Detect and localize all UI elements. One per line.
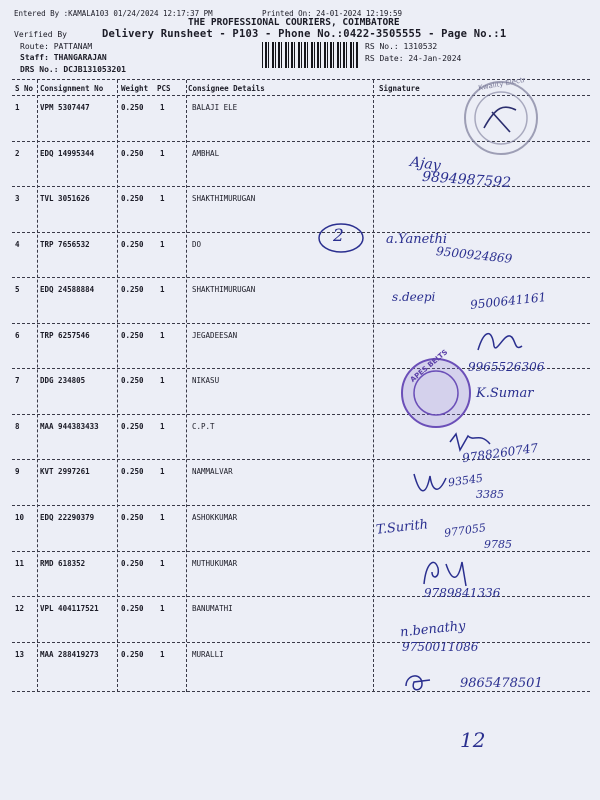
row-consignee: BANUMATHI xyxy=(192,604,233,613)
row-sno: 7 xyxy=(15,376,20,385)
row-consignment: KVT 2997261 xyxy=(40,467,90,476)
signature-row5-name: s.deepi xyxy=(392,290,436,304)
row-consignment: EDQ 24588884 xyxy=(40,285,95,294)
signature-row5-phone: 9500641161 xyxy=(469,290,547,312)
handwritten-page-number: 12 xyxy=(460,728,486,752)
row-weight: 0.250 xyxy=(121,240,144,249)
row-consignment: MAA 288419273 xyxy=(40,650,99,659)
barcode-image xyxy=(262,42,358,68)
row-weight: 0.250 xyxy=(121,331,144,340)
table-row xyxy=(0,559,600,579)
row-consignee: MUTHUKUMAR xyxy=(192,559,238,568)
table-row xyxy=(0,467,600,487)
row-weight: 0.250 xyxy=(121,194,144,203)
signature-row7-name: K.Sumar xyxy=(476,386,534,401)
row-pcs: 1 xyxy=(160,559,165,568)
table-row xyxy=(0,513,600,533)
row-sno: 8 xyxy=(15,422,20,431)
signature-row13-phone: 9865478501 xyxy=(460,676,543,691)
row-consignment: VPM 5307447 xyxy=(40,103,90,112)
signature-row12-name: n.benathy xyxy=(399,618,467,641)
row-pcs: 1 xyxy=(160,422,165,431)
drs-number: DRS No.: DCJB131053201 xyxy=(20,65,126,74)
apes-belts-stamp xyxy=(398,355,478,435)
row-sno: 6 xyxy=(15,331,20,340)
row-sno: 11 xyxy=(15,559,25,568)
row-consignment: DDG 234805 xyxy=(40,376,86,385)
company-name: THE PROFESSIONAL COURIERS, COIMBATORE xyxy=(188,17,400,28)
signature-row11-scribble xyxy=(418,554,478,590)
row-pcs: 1 xyxy=(160,604,165,613)
signature-row10-name: T.Surith xyxy=(375,517,429,538)
staff: Staff: THANGARAJAN xyxy=(20,53,107,62)
row-consignee: NAMMALVAR xyxy=(192,467,233,476)
row-pcs: 1 xyxy=(160,376,165,385)
row-consignee: DO xyxy=(192,240,202,249)
row-weight: 0.250 xyxy=(121,376,144,385)
row-sno: 5 xyxy=(15,285,20,294)
col-sno: S No xyxy=(15,84,34,93)
row-consignment: MAA 944383433 xyxy=(40,422,99,431)
signature-row10-a: 977055 xyxy=(443,521,487,540)
row-consignee: SHAKTHIMURUGAN xyxy=(192,285,256,294)
signature-row10-b: 9785 xyxy=(484,538,512,551)
signature-row13-scribble xyxy=(400,668,440,696)
row-rule xyxy=(12,277,590,278)
printed-on: Printed On: 24-01-2024 12:19:59 xyxy=(262,9,402,18)
route: Route: PATTANAM xyxy=(20,42,93,51)
row-pcs: 1 xyxy=(160,513,165,522)
row-weight: 0.250 xyxy=(121,103,144,112)
row-pcs: 1 xyxy=(160,467,165,476)
apes-belts-stamp-text: APES BELTS xyxy=(408,348,450,384)
row-sno: 2 xyxy=(15,149,20,158)
signature-row4-name: a.Yanethi xyxy=(386,232,448,247)
row-sno: 10 xyxy=(15,513,25,522)
row-sno: 13 xyxy=(15,650,25,659)
signature-row11-phone: 9789841336 xyxy=(424,586,501,600)
table-row xyxy=(0,650,600,670)
circled-number: 2 xyxy=(333,226,344,246)
table-bottom-rule xyxy=(12,691,590,692)
row-consignee: SHAKTHIMURUGAN xyxy=(192,194,256,203)
row-pcs: 1 xyxy=(160,149,165,158)
entered-by: Entered By :KAMALA103 01/24/2024 12:17:37 PM xyxy=(14,9,213,18)
signature-row8-phone: 9788260747 xyxy=(461,440,539,466)
row-consignee: ASHOKKUMAR xyxy=(192,513,238,522)
signature-row6-phone: 9965526306 xyxy=(468,360,545,374)
signature-row4-phone: 9500924869 xyxy=(435,244,513,266)
col-consignment: Consignment No xyxy=(40,84,104,93)
col-pcs: PCS xyxy=(157,84,171,93)
verified-by: Verified By xyxy=(14,30,67,39)
row-consignment: TVL 3051626 xyxy=(40,194,90,203)
row-consignment: TRP 6257546 xyxy=(40,331,90,340)
kwality-stamp-text: Kwality Electr xyxy=(477,75,527,93)
row-pcs: 1 xyxy=(160,650,165,659)
row-consignee: MURALLI xyxy=(192,650,224,659)
col-signature: Signature xyxy=(379,84,420,93)
row-rule xyxy=(12,642,590,643)
row-weight: 0.250 xyxy=(121,604,144,613)
signature-row9-scribble xyxy=(408,466,452,502)
row-consignment: VPL 404117521 xyxy=(40,604,99,613)
row-consignment: EDQ 14995344 xyxy=(40,149,95,158)
table-row xyxy=(0,422,600,442)
row-consignee: NIKASU xyxy=(192,376,220,385)
row-consignee: JEGADEESAN xyxy=(192,331,238,340)
col-weight: Weight xyxy=(121,84,149,93)
row-weight: 0.250 xyxy=(121,513,144,522)
row-weight: 0.250 xyxy=(121,559,144,568)
row-consignee: AMBHAL xyxy=(192,149,220,158)
row-pcs: 1 xyxy=(160,285,165,294)
row-consignment: EDQ 22290379 xyxy=(40,513,95,522)
row-weight: 0.250 xyxy=(121,422,144,431)
row-weight: 0.250 xyxy=(121,650,144,659)
signature-row12-phone: 9750011086 xyxy=(402,640,479,654)
row-consignment: RMD 618352 xyxy=(40,559,86,568)
row-sno: 3 xyxy=(15,194,20,203)
row-pcs: 1 xyxy=(160,103,165,112)
runsheet-title: Delivery Runsheet - P103 - Phone No.:0422-3505555 - Page No.:1 xyxy=(102,28,507,40)
row-sno: 1 xyxy=(15,103,20,112)
row-sno: 4 xyxy=(15,240,20,249)
table-row xyxy=(0,604,600,624)
row-consignment: TRP 7656532 xyxy=(40,240,90,249)
col-consignee: Consignee Details xyxy=(188,84,265,93)
row-weight: 0.250 xyxy=(121,149,144,158)
kwality-stamp xyxy=(456,76,546,166)
row-pcs: 1 xyxy=(160,194,165,203)
signature-row2-phone: 9894987592 xyxy=(421,168,512,192)
rs-number: RS No.: 1310532 xyxy=(365,42,438,51)
row-rule xyxy=(12,596,590,597)
row-weight: 0.250 xyxy=(121,467,144,476)
row-sno: 12 xyxy=(15,604,25,613)
row-pcs: 1 xyxy=(160,331,165,340)
table-row xyxy=(0,194,600,214)
signature-row9-a: 93545 xyxy=(447,471,484,490)
rs-date: RS Date: 24-Jan-2024 xyxy=(365,54,462,63)
row-rule xyxy=(12,505,590,506)
row-sno: 9 xyxy=(15,467,20,476)
row-weight: 0.250 xyxy=(121,285,144,294)
row-consignee: BALAJI ELE xyxy=(192,103,238,112)
row-rule xyxy=(12,414,590,415)
signature-row6-scribble xyxy=(470,324,530,360)
row-pcs: 1 xyxy=(160,240,165,249)
row-consignee: C.P.T xyxy=(192,422,215,431)
row-rule xyxy=(12,551,590,552)
signature-row2-name: Ajay xyxy=(409,153,442,175)
row-rule xyxy=(12,232,590,233)
signature-row9-b: 3385 xyxy=(476,488,504,501)
